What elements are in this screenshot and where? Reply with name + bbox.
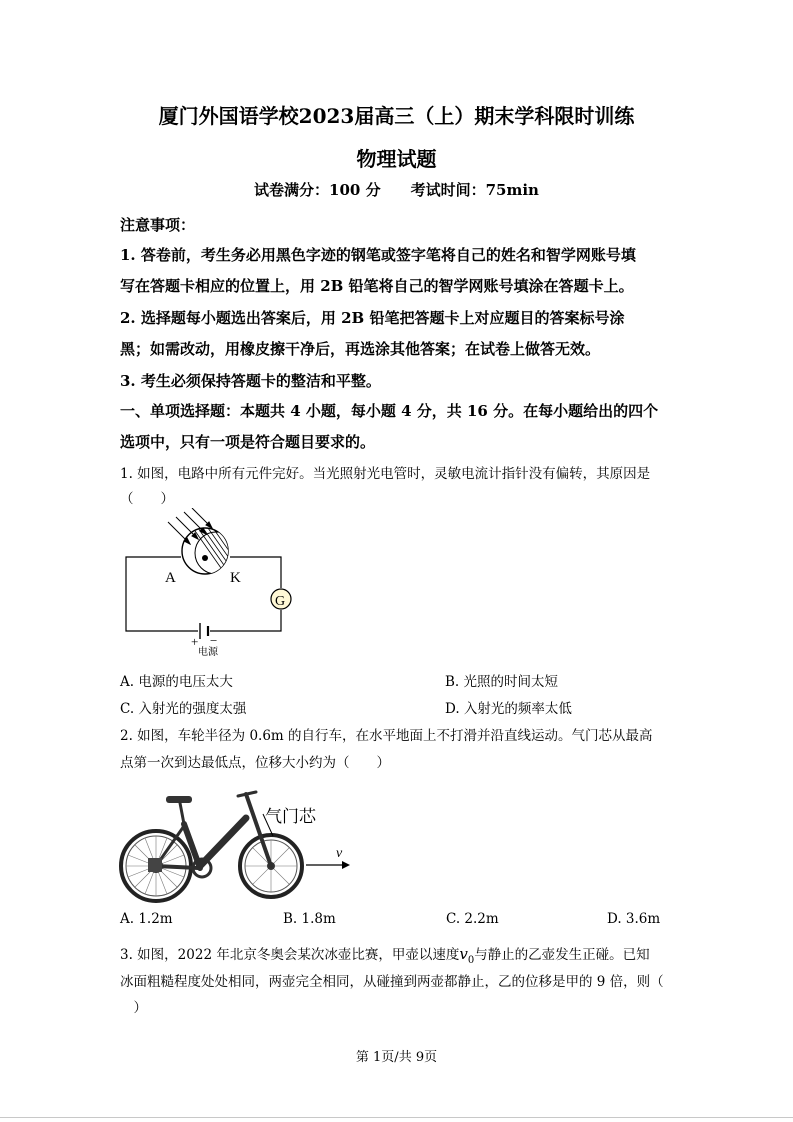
q2-stem-line-2: 点第一次到达最低点，位移大小约为（ ） (120, 755, 390, 771)
v0-symbol: $v_0$ (459, 945, 475, 966)
section-heading-line-2: 选项中，只有一项是符合题目要求的。 (120, 433, 376, 451)
velocity-label: v (336, 846, 343, 861)
section-heading-line-1: 一、单项选择题：本题共 4 小题，每小题 4 分，共 16 分。在每小题给出的四个 (120, 402, 659, 420)
v0-subscript: 0 (467, 955, 475, 966)
note-item-3: 3. 考生必须保持答题卡的整洁和平整。 (120, 372, 381, 390)
label-k: K (230, 570, 241, 586)
power-source-label: 电源 (198, 647, 218, 658)
q3-stem-line-1-pre: 3. 如图，2022 年北京冬奥会某次冰壶比赛，甲壶以速度 (120, 947, 460, 963)
q2-option-d[interactable]: D. 3.6m (607, 911, 661, 927)
q3-stem-line-1-post: 与静止的乙壶发生正碰。已知 (474, 947, 650, 963)
phototube-anode (202, 555, 208, 561)
subject-title: 物理试题 (356, 147, 437, 171)
left-wire (126, 557, 198, 631)
svg-text:气门芯: 气门芯 (265, 807, 316, 826)
note-item-1-line-2: 写在答题卡相应的位置上，用 2B 铅笔将自己的智学网账号填涂在答题卡上。 (120, 277, 634, 295)
right-bottom-wire (210, 610, 281, 631)
q2-stem-line-1: 2. 如图，车轮半径为 0.6m 的自行车，在水平地面上不打滑并沿直线运动。气门芯从最高 (120, 728, 653, 744)
battery-plus-sign: + (191, 634, 199, 649)
page-number: 第 1页/共 9页 (355, 1050, 438, 1065)
q1-option-d[interactable]: D. 入射光的频率太低 (445, 701, 572, 717)
q2-option-b[interactable]: B. 1.8m (283, 911, 336, 927)
battery-minus-sign: − (210, 633, 218, 648)
note-item-2-line-1: 2. 选择题每小题选出答案后，用 2B 铅笔把答题卡上对应题目的答案标号涂 (120, 309, 625, 327)
exam-info: 试卷满分：100 分 考试时间：75min (254, 181, 539, 199)
q3-stem-line-2: 冰面粗糙程度处处相同，两壶完全相同，从碰撞到两壶都静止，乙的位移是甲的 9 倍，则（ (120, 974, 664, 990)
notes-heading: 注意事项： (120, 216, 196, 234)
q1-option-b[interactable]: B. 光照的时间太短 (445, 674, 559, 690)
exam-title: 厦门外国语学校2023届高三（上）期末学科限时训练 (158, 104, 635, 128)
q3-stem-line-3: ） (120, 1000, 147, 1016)
page-bottom-rule (0, 1117, 793, 1118)
note-item-2-line-2: 黑；如需改动，用橡皮擦干净后，再选涂其他答案；在试卷上做答无效。 (120, 340, 601, 358)
bicycle-diagram (118, 784, 358, 906)
label-a: A (165, 570, 176, 586)
q1-stem-line-2: （ ） (120, 491, 174, 507)
photoelectric-circuit-diagram (118, 508, 303, 658)
q2-option-c[interactable]: C. 2.2m (446, 911, 499, 927)
q1-stem-line-1: 1. 如图，电路中所有元件完好。当光照射光电管时，灵敏电流计指针没有偏转，其原因是 (120, 466, 651, 482)
q3-stem-line-1 (120, 943, 650, 966)
valve-core-label (263, 807, 317, 836)
q1-option-c[interactable]: C. 入射光的强度太强 (120, 701, 247, 717)
galvanometer-label: G (275, 594, 286, 609)
q2-option-a[interactable]: A. 1.2m (120, 911, 173, 927)
velocity-arrow (306, 846, 350, 869)
q1-option-a[interactable]: A. 电源的电压太大 (120, 674, 233, 690)
note-item-1-line-1: 1. 答卷前，考生务必用黑色字迹的钢笔或签字笔将自己的姓名和智学网账号填 (120, 246, 636, 264)
